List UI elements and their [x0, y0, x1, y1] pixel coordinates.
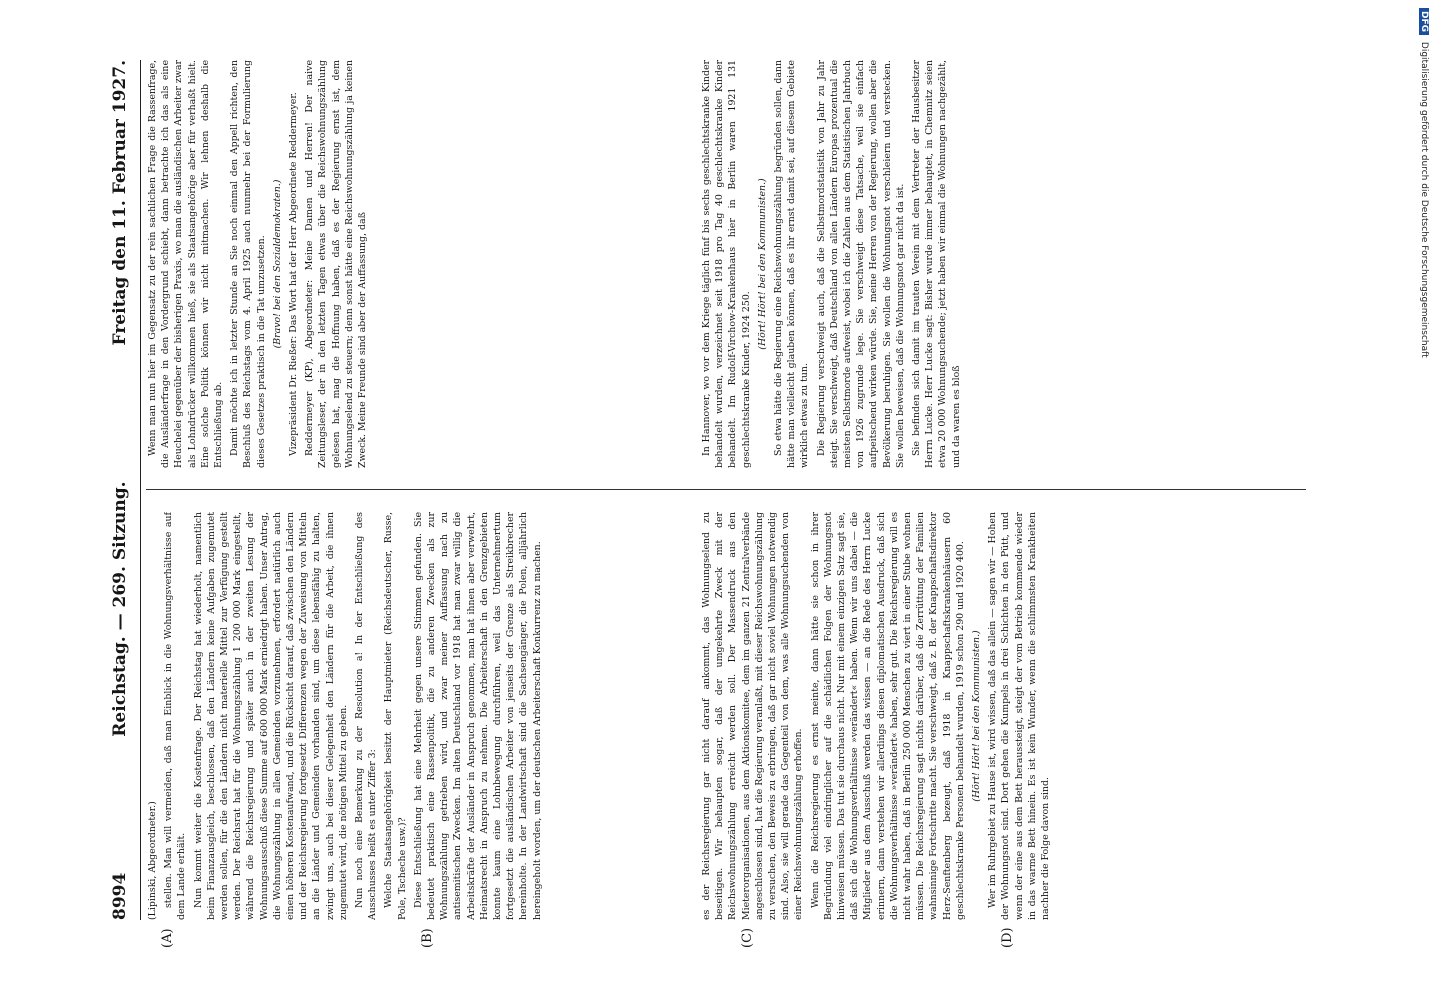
paragraph: In Hannover, wo vor dem Kriege täglich fünf bis sechs geschlechtskranke Kinder behandelt wurden, verzeichnet seit 1918 pro Tag 40 geschlechtskranke Kinder behandelt. Im Rudolf-Virchow-Krankenhaus hier in Berlin waren 1921 131 geschlechtskranke Kinder, 1924 250. [701, 60, 752, 468]
digitization-note [1417, 8, 1434, 988]
paragraph: Diese Entschließung hat eine Mehrheit gegen unsere Stimmen gefunden. Sie bedeutet praktisch eine Rassenpolitik, die zu anderen Zwecken als zur Wohnungszählung getrieben wird, und zwar meiner Auffassung nach zu antisemitischen Zwecken. Im alten Deutschland vor 1918 hat man zwar willig die Arbeitskräfte der Ausländer in Anspruch genommen, man hat ihnen aber verwehrt, Heimatsrecht in Anspruch zu nehmen. Die Arbeiterschaft in den Grenzgebieten konnte kaum eine Lohnbewegung durchführen, weil das Unternehmertum fortgesetzt die ausländischen Arbeiter von jenseits der Grenze als Streikbrecher hereinholte. In der Landwirtschaft sind die Sachsengänger, die Polen, alljährlich hereingeholt worden, um der deutschen Arbeiterschaft Konkurrenz zu machen. [412, 512, 543, 920]
interjection: (Hört! Hört! bei den Kommunisten.) [756, 178, 768, 350]
paragraph: Vizepräsident Dr. Rießer: Das Wort hat der Herr Abgeordnete Reddermeyer. [288, 92, 300, 456]
header-title: Reichstag. — 269. Sitzung. [110, 481, 130, 737]
digitization-text: Digitalisierung gefördert durch die Deutsche Forschungsgemeinschaft [1419, 41, 1429, 358]
paragraph: stellen. Man will vermeiden, daß man Einblick in die Wohnungsverhältnisse auf dem Lande erhält. [163, 512, 188, 920]
column-2 [146, 60, 666, 468]
margin-marker-c: (C) [740, 927, 755, 948]
margin-marker-d: (D) [1000, 927, 1015, 948]
header-date: Freitag den 11. Februar 1927. [110, 60, 130, 346]
column-4 [700, 60, 1220, 468]
paragraph: Wenn die Reichsregierung es ernst meinte, dann hätte sie schon in ihrer Begründung viel eindringlicher auf die schädlichen Folgen der Wohnungsnot hinweisen müssen. Das tut sie durchaus nicht. Nur mit einem einzigen Satz sagt sie, daß sich die Wohnungsverhältnisse »verändert« haben. Wenn wir uns dabei — die Mitglieder aus dem Ausschuß werden das wissen — an die Rede des Herrn Lucke erinnern, dann verstehen wir allerdings diesen diplomatischen Ausdruck, daß sich die Wohnungsverhältnisse »verändert« haben, sehr gut. Die Reichsregierung will es nicht wahr haben, daß in Berlin 250 000 Menschen zu viert in einer Stube wohnen müssen. Die Reichsregierung sagt nichts darüber, daß die Zerrüttung der Familien wahnsinnige Fortschritte macht. Sie verschweigt, daß z. B. der Knappschaftsdirektor Herz-Senftenberg bezeugt, daß 1918 in Knappschaftskrankenhäusern 60 geschlechtskranke Personen behandelt wurden, 1919 schon 290 und 1920 400. [809, 512, 966, 920]
paragraph: Die Regierung verschweigt auch, daß die Selbstmordstatistik von Jahr zu Jahr steigt. Sie verschweigt, daß Deutschland von allen Ländern Europas prozentual die meisten Selbstmorde aufweist, wobei ich die Zahlen aus dem Statistischen Jahrbuch von 1926 zugrunde lege. Sie verschweigt diese Tatsache, weil sie einfach aufpeitschend wirken würde. Sie, meine Herren von der Regierung, wollen aber die Bevölkerung beruhigen. Sie wollen die Wohnungsnot verschleiern und verstecken. Sie wollen beweisen, daß die Wohnungsnot gar nicht da ist. [815, 60, 906, 468]
paragraph: Wer im Ruhrgebiet zu Hause ist, wird wissen, daß das allein — sagen wir — Hohen der Wohnungsnot sind. Dort gehen die Kumpels in drei Schichten in den Pütt, und wenn der eine aus dem Bett heraussteigt, steigt der vom Betrieb kommende wieder in das warme Bett hinein. Es ist kein Wunder, wenn die schlimmsten Krankheiten nachher die Folge davon sind. [987, 512, 1052, 920]
column-3 [700, 512, 1220, 920]
paragraph: So etwa hätte die Regierung eine Reichswohnungszählung begründen sollen, dann hätte man vielleicht glauben können, daß es ihr ernst damit sei, auf diesem Gebiete wirklich etwas zu tun. [773, 60, 811, 468]
margin-marker-b: (B) [420, 928, 435, 948]
page-number: 8994 [110, 872, 130, 920]
margin-marker-a: (A) [160, 928, 175, 948]
dfg-logo: DFG [1419, 8, 1429, 35]
paragraph: Nun noch eine Bemerkung zu der Resolution a! In der Entschließung des Ausschusses heißt es unter Ziffer 3: [354, 512, 379, 920]
quote: Welche Staatsangehörigkeit besitzt der Hauptmieter (Reichsdeutscher, Russe, Pole, Tscheche usw.)? [383, 512, 408, 920]
paragraph: es der Reichsregierung gar nicht darauf ankommt, das Wohnungselend zu beseitigen. Wir behaupten sogar, daß der umgekehrte Zweck mit der Reichswohnungszählung erreicht werden soll. Der Massendruck aus den Mieterorganisationen, aus dem Aktionskomitee, dem im ganzen 21 Zentralverbände angeschlossen sind, hat die Regierung veranlaßt, mit dieser Reichswohnungszählung zu versuchen, den Beweis zu erbringen, daß gar nicht soviel Wohnungen notwendig sind. Also, sie will gerade das Gegenteil von dem, was alle Wohnungsuchenden von einer Reichswohnungszählung erhoffen. [701, 512, 805, 920]
interjection: (Hört! Hört! bei den Kommunisten.) [971, 630, 983, 802]
paragraph: Wenn man nun hier im Gegensatz zu der rein sachlichen Frage die Rassenfrage, die Ausländerfrage in den Vordergrund schiebt, dann betrachte ich das als eine Heuchelei gegenüber der bisherigen Praxis, wo man die ausländischen Arbeiter zwar als Lohndrücker willkommen hieß, sie als Staatsangehörige aber für verhaßt hielt. Eine solche Politik können wir nicht mitmachen. Wir lehnen deshalb die Entschließung ab. [147, 60, 225, 468]
paragraph: Damit möchte ich in letzter Stunde an Sie noch einmal den Appell richten, den Beschluß des Reichstags vom 4. April 1925 auch nunmehr bei der Formulierung dieses Gesetzes praktisch in die Tat umzusetzen. [229, 60, 267, 468]
speaker-note: (Lipinski, Abgeordneter.) [147, 801, 158, 920]
rotated-document-page [100, 60, 1310, 948]
column-separator [146, 489, 1306, 490]
paragraph: Nun kommt weiter die Kostenfrage. Der Reichstag hat wiederholt, namentlich beim Finanzausgleich, beschlossen, daß den Ländern keine Aufgaben zugemutet werden sollen, für die den Ländern nicht materielle Mittel zur Verfügung gestellt werden. Der Reichsrat hat für die Wohnungszählung 1 200 000 Mark eingestellt, während die Reichsregierung und später auch in der zweiten Lesung der Wohnungsausschuß diese Summe auf 600 000 Mark erniedrigt haben. Unser Antrag, die Wohnungszählung in allen Gemeinden vorzunehmen, erfordert natürlich auch einen höheren Kostenaufwand, und die Rücksicht darauf, daß zwischen den Ländern und der Reichsregierung fortgesetzt Differenzen wegen der Zuweisung von Mitteln an die Länder und Gemeinden vorhanden sind, um diese lebensfähig zu halten, zwingt uns, auch bei dieser Gelegenheit den Ländern für die Arbeit, die ihnen zugemutet wird, die nötigen Mittel zu geben. [192, 512, 349, 920]
applause-note: (Bravo! bei den Sozialdemokraten.) [271, 179, 283, 349]
page-header [100, 60, 140, 920]
paragraph: Sie befinden sich damit im trauten Verein mit dem Vertreter der Hausbesitzer Herrn Lucke. Herr Lucke sagt: Bisher wurde immer behauptet, in Chemnitz seien etwa 20 000 Wohnungsuchende; jetzt haben wir einmal die Wohnungen nachgezählt, und da waren es bloß [911, 60, 962, 468]
paragraph: Reddermeyer (KP), Abgeordneter: Meine Damen und Herren! Der naive Zeitungsleser, der in den letzten Tagen etwas über die Reichswohnungszählung gelesen hat, mag die Hoffnung haben, daß es der Regierung ernst ist, dem Wohnungselend zu steuern; denn sonst hätte eine Reichswohnungszählung ja keinen Zweck. Meine Freunde sind aber der Auffassung, daß [304, 60, 369, 468]
header-rule [140, 60, 141, 920]
column-1 [146, 512, 666, 920]
